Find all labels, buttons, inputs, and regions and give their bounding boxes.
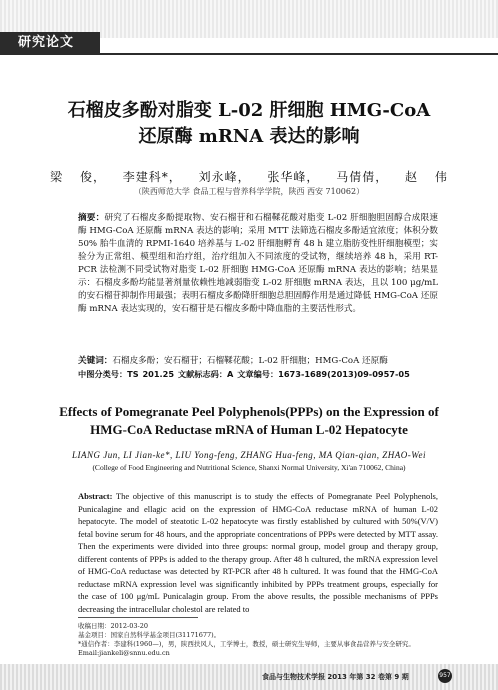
header-rule <box>0 53 498 55</box>
footnote-rule <box>78 617 198 618</box>
abstract-en-label: Abstract: <box>78 491 113 501</box>
abstract-en-text: The objective of this manuscript is to study the effects of Pomegranate Peel Polyphenols, Punicalagine and ellagic acid on the expression of HMG-CoA reductase mRNA of human L-02 hepatocyte. The model of steatotic L-02 hepatocyte was firstly established by cultured with 50%(V/V) fetal bovine serum for 48 hours, and the appropriate concentrations of PPPs were detected by MTT assay. Then the experiments were divided into three groups: normal group, model group and therapy group, different contents of PPPs is added to the therapy group. After 48 h cultured, the mRNA expression level of HMG-CoA reductase was detected by RT-PCR after 48 h cultured. It was found that the HMG-CoA reductase mRNA expression level was significantly inhibited by PPPs treatment groups, especially for the case of 100 μg/mL Punicalagin group. From the above results, the possible mechanisms of PPPs decreasing the intracellular cholestol are related to <box>78 491 438 614</box>
section-tag: 研究论文 <box>0 32 100 54</box>
authors-cn: 梁 俊， 李建科*， 刘永峰， 张华峰， 马倩倩， 赵 伟 <box>50 170 448 184</box>
abstract-cn-label: 摘要： <box>78 213 105 223</box>
abstract-cn <box>78 212 438 316</box>
page-number-badge: 957 <box>438 669 452 683</box>
keywords-cn-label: 关键词： <box>78 356 113 366</box>
keywords-cn-text: 石榴皮多酚；安石榴苷；石榴鞣花酸；L-02 肝细胞；HMG-CoA 还原酶 <box>112 356 388 366</box>
footer-journal: 食品与生物技术学报 2013 年第 32 卷第 9 期 <box>262 673 409 681</box>
footnote-fund: 基金项目：国家自然科学基金项目(31171677)。 <box>78 631 221 639</box>
footnote-author: *通信作者：李建科(1960—)，男，陕西扶风人，工学博士，教授，硕士研究生导师，主要从事食品营养与安全研究。Email:jiankeli@snnu.edu.cn <box>78 640 415 657</box>
keywords-cn <box>78 355 438 368</box>
classification-line: 中图分类号：TS 201.25 文献标志码：A 文章编号：1673-1689(2013)09-0957-05 <box>78 369 410 379</box>
title-cn-line1: 石榴皮多酚对脂变 L-02 肝细胞 HMG-CoA <box>67 100 431 121</box>
authors-en: LIANG Jun, LI Jian-ke*, LIU Yong-feng, ZHANG Hua-feng, MA Qian-qian, ZHAO-Wei <box>72 450 426 460</box>
affiliation-en: (College of Food Engineering and Nutritional Science, Shanxi Normal University, Xi'an 710062, China) <box>92 463 406 472</box>
abstract-cn-text: 研究了石榴皮多酚提取物、安石榴苷和石榴鞣花酸对脂变 L-02 肝细胞胆固醇合成限速酶 HMG-CoA 还原酶 mRNA 表达的影响；采用 MTT 法筛选石榴皮多酚适宜浓度；体积分数 50% 胎牛血清的 RPMI-1640 培养基与 L-02 肝细胞孵育 48 h 建立脂肪变性肝细胞模型；实验分为正常组、模型组和治疗组，治疗组加入不同浓度的受试物，继续培养 48 h，采用 RT-PCR 法检测不同受试物对脂变 L-02 肝细胞 HMG-CoA 还原酶 mRNA 表达的影响；结果显示：石榴皮多酚均能显著剂量依赖性地减弱脂变 L-02 肝细胞 mRNA 表达，且以 100 μg/mL 的安石榴苷抑制作用最强；表明石榴皮多酚降肝细胞总胆固醇作用是通过降低 HMG-CoA 还原酶 mRNA 表达实现的，安石榴苷是石榴皮多酚中降血脂的主要活性形式。 <box>78 213 438 314</box>
footnote-received: 收稿日期：2012-03-20 <box>78 622 148 630</box>
title-en-line2: HMG-CoA Reductase mRNA of Human L-02 Hepatocyte <box>90 422 408 437</box>
affiliation-cn: （陕西师范大学 食品工程与营养科学学院，陕西 西安 710062） <box>133 187 365 196</box>
title-cn-line2: 还原酶 mRNA 表达的影响 <box>138 126 360 147</box>
abstract-en <box>78 490 438 615</box>
footer-band <box>0 664 498 690</box>
title-en-line1: Effects of Pomegranate Peel Polyphenols(PPPs) on the Expression of <box>59 404 439 419</box>
